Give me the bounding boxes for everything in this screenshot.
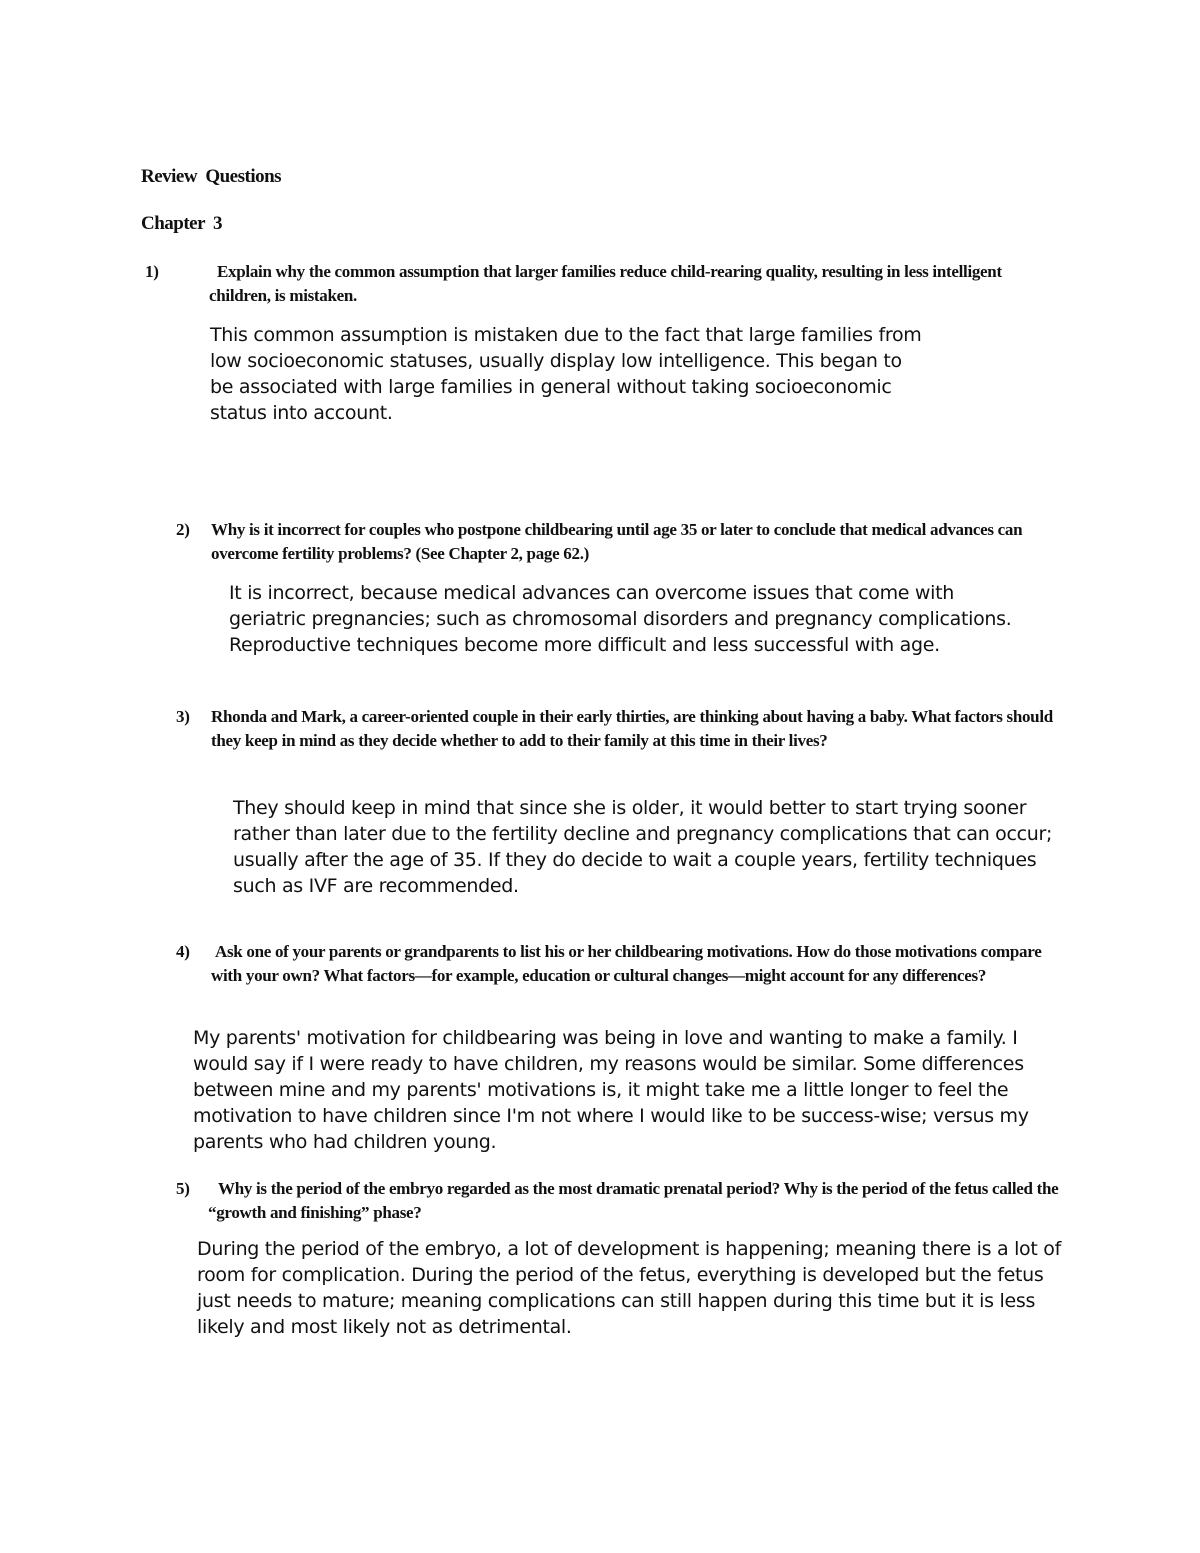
question-text: Why is it incorrect for couples who postpone childbearing until age 35 or later to conclude that medical advances can overcome fertility problems? (See Chapter 2, page 62.) <box>211 520 1023 563</box>
answer-4: My parents' motivation for childbearing was being in love and wanting to make a family. I would say if I were ready to have children, my reasons would be similar. Some differences between mine and my parents' motivations is, it might take me a little longer to feel the motivation to have children since I'm not where I would like to be success-wise; versus my parents who had children young. <box>193 1027 1029 1153</box>
question-2 <box>176 518 1041 566</box>
document-title: Review Questions <box>141 166 282 187</box>
question-text: Rhonda and Mark, a career-oriented couple in their early thirties, are thinking about having a baby. What factors should they keep in mind as they decide whether to add to their family at this time in their lives? <box>211 707 1053 750</box>
answer-5: During the period of the embryo, a lot of development is happening; meaning there is a lot of room for complication. During the period of the fetus, everything is developed but the fetus just needs to mature; meaning complications can still happen during this time but it is less likely and most likely not as detrimental. <box>197 1238 1061 1338</box>
answer-2: It is incorrect, because medical advances can overcome issues that come with geriatric pregnancies; such as chromosomal disorders and pregnancy complications. Reproductive techniques become more difficult and less successful with age. <box>229 582 1012 656</box>
question-number: 1) <box>145 262 159 281</box>
question-text: Why is the period of the embryo regarded as the most dramatic prenatal period? Why is the period of the fetus called the “growth and finishing” phase? <box>208 1179 1059 1222</box>
chapter-heading: Chapter 3 <box>141 213 222 234</box>
answer-1: This common assumption is mistaken due to the fact that large families from low socioeconomic statuses, usually display low intelligence. This began to be associated with large families in general without taking socioeconomic status into account. <box>210 324 922 424</box>
question-text: Ask one of your parents or grandparents to list his or her childbearing motivations. How do those motivations compare with your own? What factors—for example, education or cultural changes—might account for any differences? <box>211 942 1042 985</box>
question-1 <box>145 260 1059 308</box>
answer-3: They should keep in mind that since she is older, it would better to start trying sooner rather than later due to the fertility decline and pregnancy complications that can occur; usually after the age of 35. If they do decide to wait a couple years, fertility techniques such as IVF are recommended. <box>233 797 1053 897</box>
question-number: 2) <box>176 520 190 539</box>
question-number: 5) <box>176 1179 190 1198</box>
question-text: Explain why the common assumption that larger families reduce child-rearing quality, resulting in less intelligent children, is mistaken. <box>209 262 1002 305</box>
question-5 <box>176 1177 1068 1225</box>
question-number: 3) <box>176 707 190 726</box>
question-4 <box>176 940 1046 988</box>
question-3 <box>176 705 1061 753</box>
question-number: 4) <box>176 942 190 961</box>
